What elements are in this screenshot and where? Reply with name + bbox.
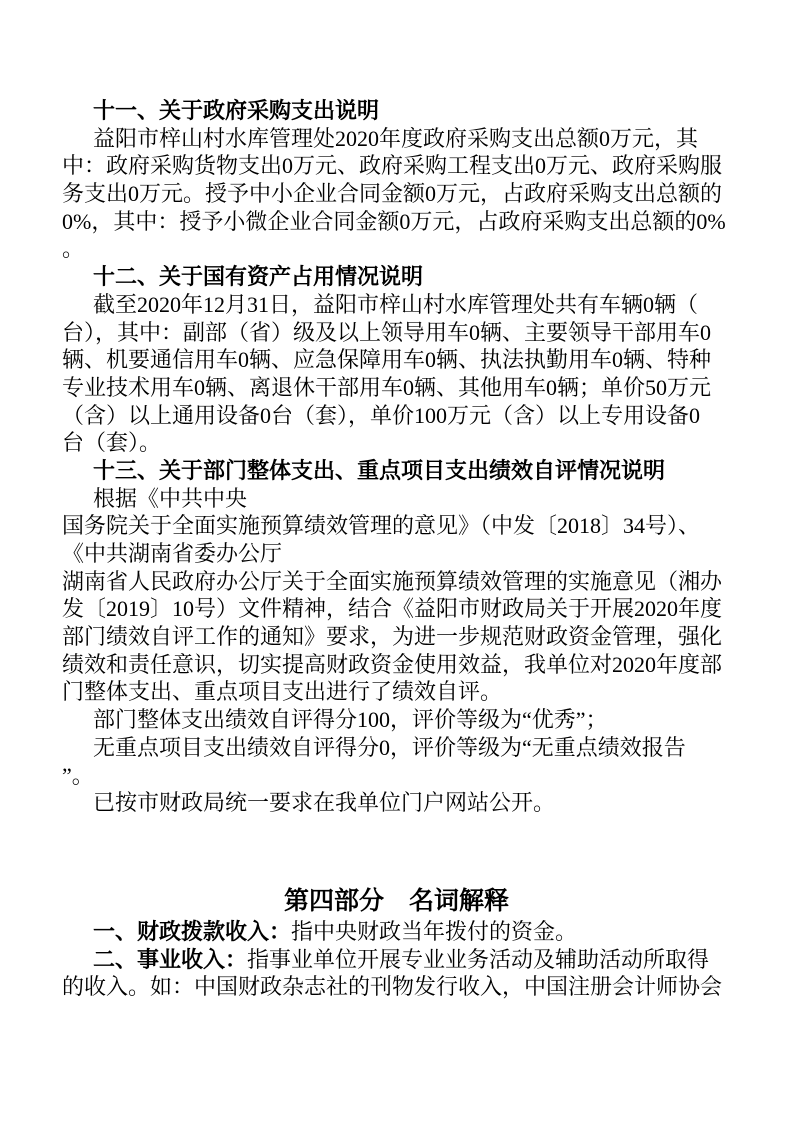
glossary-term-2: 二、事业收入： — [93, 946, 248, 972]
text-line: 已按市财政局统一要求在我单位门户网站公开。 — [93, 790, 556, 816]
section-13 — [62, 457, 731, 817]
section-11-heading: 十一、关于政府采购支出说明 — [93, 98, 380, 123]
text-line: 部门整体支出绩效自评得分100，评价等级为“优秀”； — [93, 707, 608, 733]
text-line: ”。 — [62, 762, 94, 788]
glossary-definition-2-continued: 的收入。如：中国财政杂志社的刊物发行收入，中国注册会计师协会 — [62, 974, 723, 1000]
glossary-item-2 — [62, 946, 731, 974]
text-line: 务支出0万元。授予中小企业合同金额0万元，占政府采购支出总额的 — [62, 181, 723, 207]
glossary-definition-2: 指事业单位开展专业业务活动及辅助活动所取得 — [247, 946, 710, 972]
text-line: 益阳市梓山村水库管理处2020年度政府采购支出总额0万元，其 — [93, 125, 699, 151]
text-line: 台（套）。 — [62, 430, 162, 456]
text-line: 绩效和责任意识，切实提高财政资金使用效益，我单位对2020年度部 — [62, 651, 723, 677]
text-line: 根据《中共中央 — [93, 485, 248, 511]
glossary-term-1: 一、财政拨款收入： — [93, 918, 292, 944]
text-line: 专业技术用车0辆、离退休干部用车0辆、其他用车0辆；单价50万元 — [62, 374, 712, 400]
text-line: 。 — [62, 236, 85, 262]
text-line: 截至2020年12月31日，益阳市梓山村水库管理处共有车辆0辆（ — [93, 291, 699, 317]
section-12-heading: 十二、关于国有资产占用情况说明 — [93, 264, 424, 290]
text-line: （含）以上通用设备0台（套），单价100万元（含）以上专用设备0 — [62, 402, 701, 428]
section-11 — [62, 97, 731, 263]
text-line: 《中共湖南省委办公厅 — [62, 541, 283, 566]
text-line: 门整体支出、重点项目支出进行了绩效自评。 — [62, 679, 503, 705]
text-line: 国务院关于全面实施预算绩效管理的意见》（中发〔2018〕34号）、 — [62, 513, 701, 539]
text-line: 部门绩效自评工作的通知》要求，为进一步规范财政资金管理，强化 — [62, 624, 723, 650]
section-12 — [62, 263, 731, 457]
part-4 — [62, 884, 731, 1001]
text-line: 湖南省人民政府办公厅关于全面实施预算绩效管理的实施意见（湘办 — [62, 568, 723, 594]
text-line: 台），其中：副部（省）级及以上领导用车0辆、主要领导干部用车0 — [62, 319, 712, 345]
glossary-definition-1: 指中央财政当年拨付的资金。 — [291, 918, 578, 944]
text-line: 发〔2019〕10号）文件精神，结合《益阳市财政局关于开展2020年度 — [62, 596, 723, 622]
text-line: 辆、机要通信用车0辆、应急保障用车0辆、执法执勤用车0辆、特种 — [62, 347, 712, 373]
part-4-title: 第四部分 名词解释 — [283, 886, 509, 915]
section-13-heading: 十三、关于部门整体支出、重点项目支出绩效自评情况说明 — [93, 457, 666, 483]
text-line: 中：政府采购货物支出0万元、政府采购工程支出0万元、政府采购服 — [62, 153, 723, 179]
text-line: 无重点项目支出绩效自评得分0，评价等级为“无重点绩效报告 — [93, 734, 686, 760]
text-line: 0%，其中：授予小微企业合同金额0万元，占政府采购支出总额的0% — [62, 208, 726, 234]
glossary-item-1 — [62, 918, 731, 946]
